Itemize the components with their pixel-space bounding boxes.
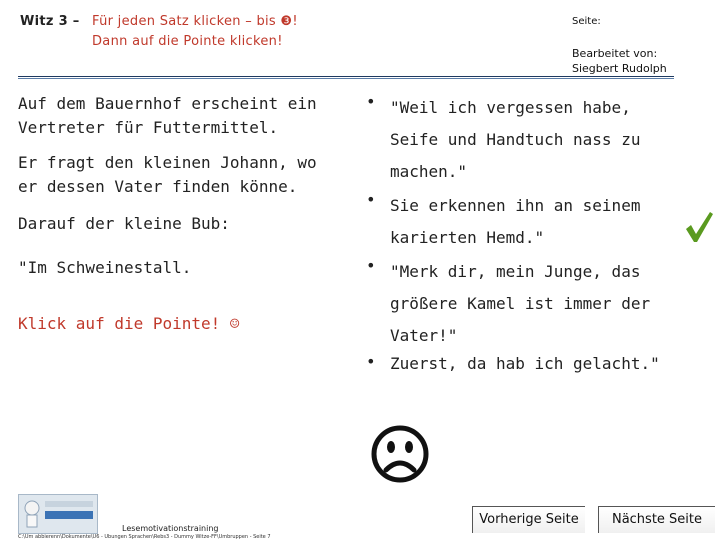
answer-option-3[interactable] (390, 256, 710, 352)
answer-line: machen." (390, 162, 468, 181)
answer-line: größere Kamel ist immer der (390, 294, 651, 313)
page-label: Seite: (572, 16, 601, 27)
answer-option-4[interactable]: Zuerst, da hab ich gelacht." (390, 354, 660, 373)
joke-line: Er fragt den kleinen Johann, wo (18, 153, 317, 172)
logo (18, 494, 98, 534)
header-divider-shadow (18, 78, 674, 79)
answer-line: Seife und Handtuch nass zu (390, 130, 641, 149)
joke-paragraph-1[interactable] (18, 92, 348, 140)
check-icon (684, 210, 714, 244)
author-name: Siegbert Rudolph (572, 62, 667, 75)
previous-page-button[interactable]: Vorherige Seite (472, 506, 585, 533)
joke-line: Vertreter für Futtermittel. (18, 118, 279, 137)
author-block (572, 46, 667, 76)
joke-line: Auf dem Bauernhof erscheint ein (18, 94, 317, 113)
file-path: C:\Um abbierenn\Dokumente\U6 - Übungen Sprachen\Rebs3 - Dummy Witze-FF\Umbruppen - Seite 7 (18, 534, 271, 540)
joke-paragraph-2[interactable] (18, 151, 348, 199)
answer-line: Vater!" (390, 326, 458, 345)
answer-line: "Weil ich vergessen habe, (390, 98, 631, 117)
sad-face-icon (370, 424, 430, 484)
edited-by-label: Bearbeitet von: (572, 47, 658, 60)
pointe-link[interactable]: Klick auf die Pointe! ☺ (18, 314, 240, 333)
answer-option-2[interactable] (390, 190, 690, 254)
header-divider (18, 76, 674, 77)
witz-number: Witz 3 – (20, 14, 80, 29)
answer-option-1[interactable] (390, 92, 690, 188)
answer-line: Sie erkennen ihn an seinem (390, 196, 641, 215)
joke-line: er dessen Vater finden könne. (18, 177, 298, 196)
bullet: • (366, 352, 376, 371)
bullet: • (366, 190, 376, 209)
joke-paragraph-4[interactable]: "Im Schweinestall. (18, 258, 192, 277)
next-page-button[interactable]: Nächste Seite (598, 506, 715, 533)
bullet: • (366, 256, 376, 275)
bullet: • (366, 92, 376, 111)
joke-paragraph-3[interactable]: Darauf der kleine Bub: (18, 214, 230, 233)
instruction-line-2: Dann auf die Pointe klicken! (92, 34, 283, 49)
instruction-line-1: Für jeden Satz klicken – bis ❸! (92, 14, 298, 29)
answer-line: "Merk dir, mein Junge, das (390, 262, 641, 281)
answer-line: karierten Hemd." (390, 228, 545, 247)
training-label: Lesemotivationstraining (122, 524, 219, 533)
